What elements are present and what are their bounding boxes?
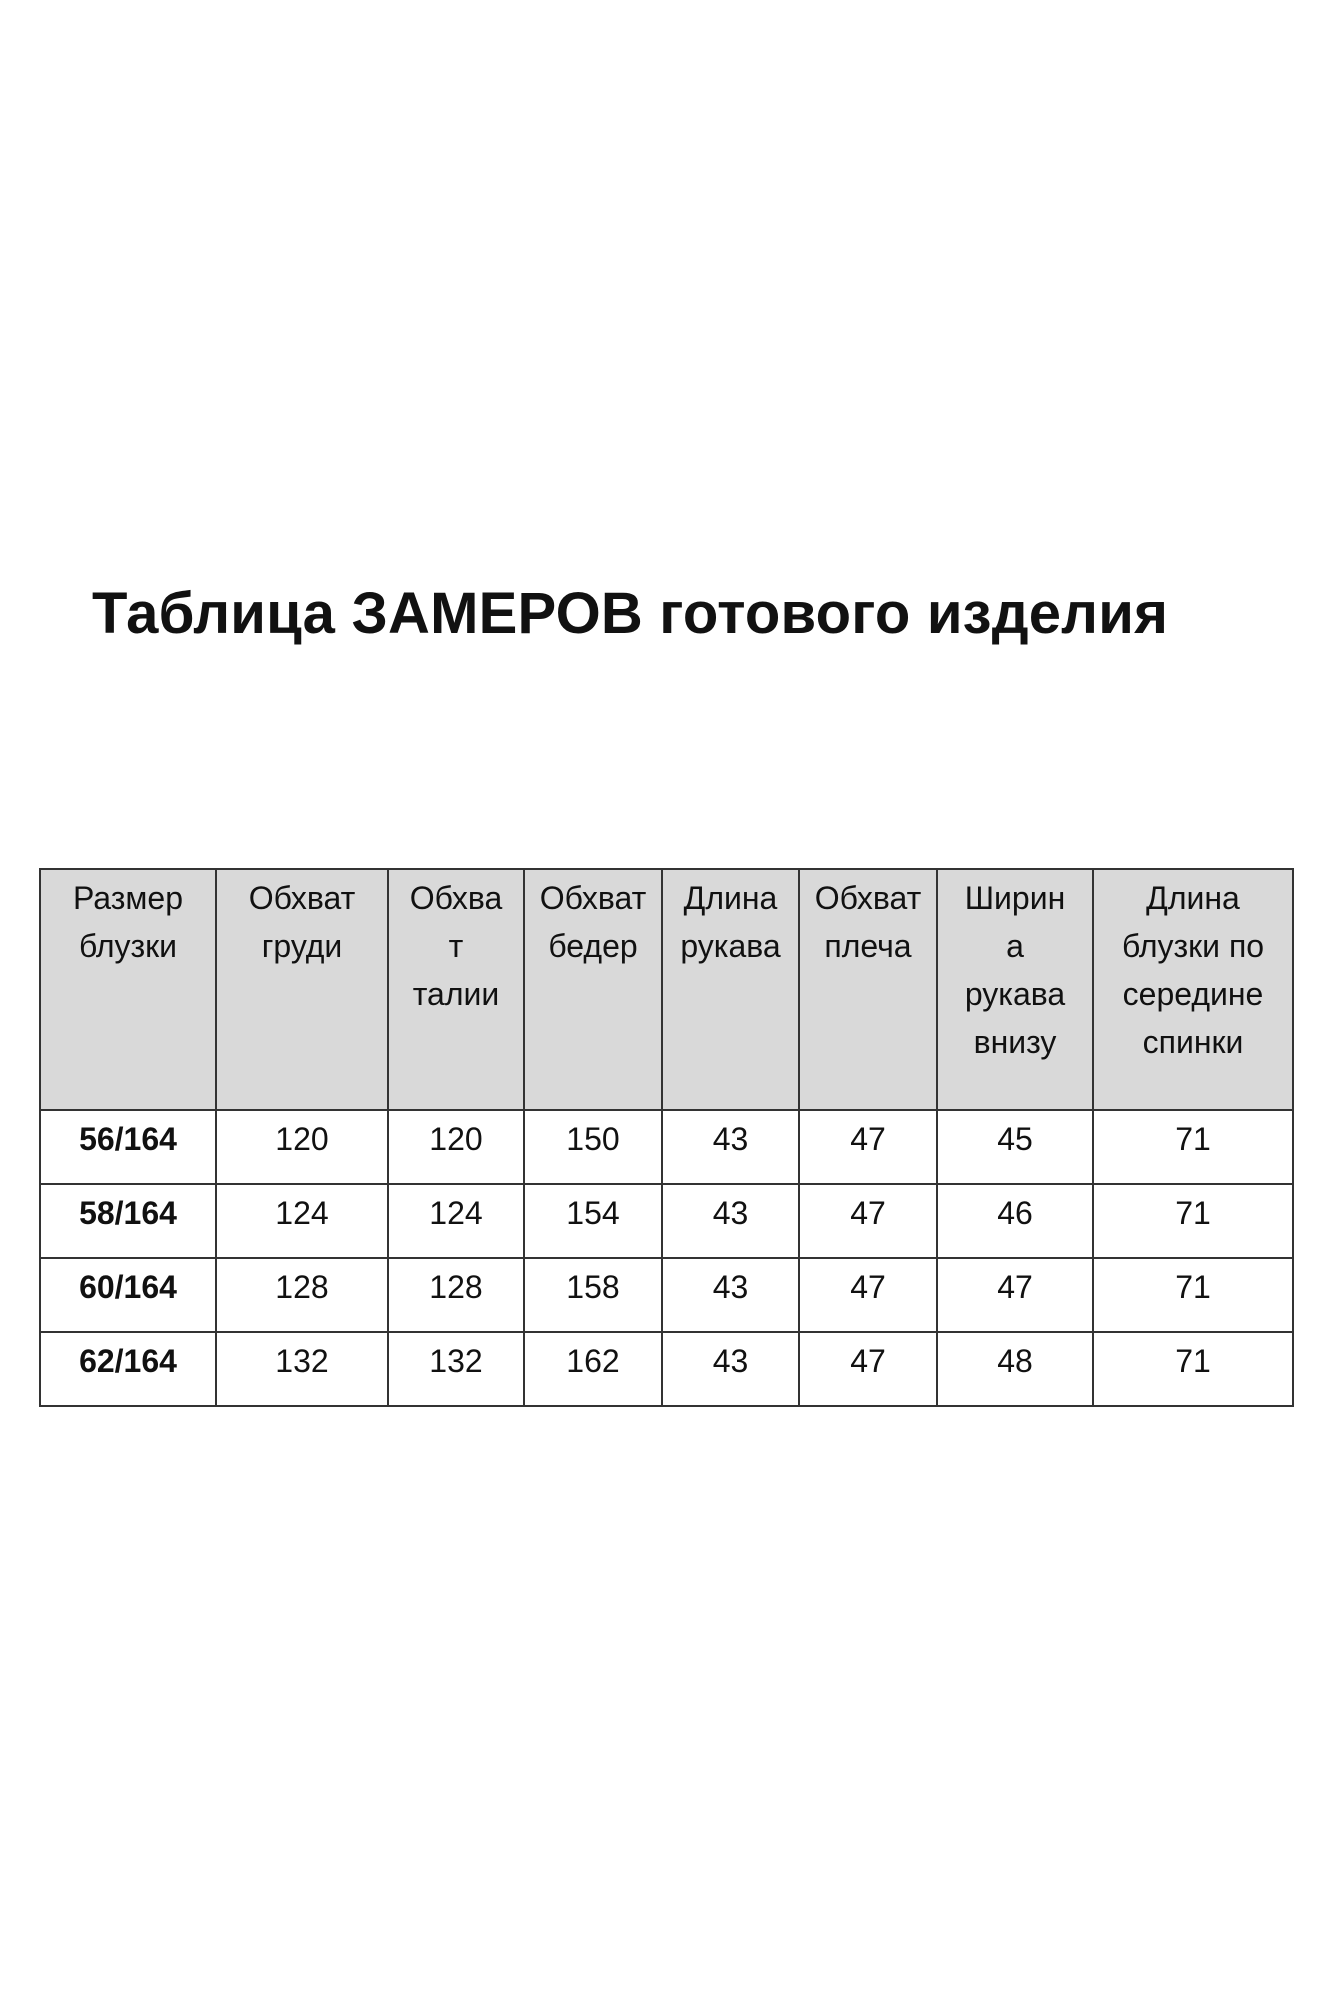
table-row [40,1110,1293,1184]
table-cell: 124 [388,1184,524,1258]
table-cell: 47 [799,1332,937,1406]
size-cell: 58/164 [40,1184,216,1258]
table-cell: 46 [937,1184,1093,1258]
table-cell: 71 [1093,1332,1293,1406]
header-chest: Обхват груди [216,869,388,1110]
table-cell: 128 [388,1258,524,1332]
header-size: Размер блузки [40,869,216,1110]
table-cell: 71 [1093,1258,1293,1332]
header-hips: Обхват бедер [524,869,662,1110]
table-cell: 128 [216,1258,388,1332]
header-waist: Обхва т талии [388,869,524,1110]
size-cell: 60/164 [40,1258,216,1332]
table-cell: 47 [799,1184,937,1258]
size-cell: 62/164 [40,1332,216,1406]
table-cell: 120 [216,1110,388,1184]
table-cell: 132 [388,1332,524,1406]
header-sleeve-bottom-width: Ширин а рукава внизу [937,869,1093,1110]
table-row [40,1184,1293,1258]
table-cell: 48 [937,1332,1093,1406]
table-cell: 43 [662,1184,799,1258]
table-cell: 43 [662,1110,799,1184]
header-row [40,869,1293,1110]
table-cell: 47 [799,1258,937,1332]
size-cell: 56/164 [40,1110,216,1184]
table-cell: 47 [799,1110,937,1184]
table-cell: 43 [662,1258,799,1332]
header-sleeve-length: Длина рукава [662,869,799,1110]
table-cell: 150 [524,1110,662,1184]
measurements-table [39,868,1294,1407]
header-shoulder: Обхват плеча [799,869,937,1110]
table-row [40,1258,1293,1332]
table-cell: 47 [937,1258,1093,1332]
table-row [40,1332,1293,1406]
table-cell: 154 [524,1184,662,1258]
table-cell: 120 [388,1110,524,1184]
document-title: Таблица ЗАМЕРОВ готового изделия [92,581,1169,646]
table-cell: 43 [662,1332,799,1406]
table-cell: 162 [524,1332,662,1406]
table-cell: 132 [216,1332,388,1406]
table-cell: 45 [937,1110,1093,1184]
table-cell: 124 [216,1184,388,1258]
table-cell: 71 [1093,1110,1293,1184]
table-cell: 71 [1093,1184,1293,1258]
header-blouse-length: Длина блузки по середине спинки [1093,869,1293,1110]
table-cell: 158 [524,1258,662,1332]
